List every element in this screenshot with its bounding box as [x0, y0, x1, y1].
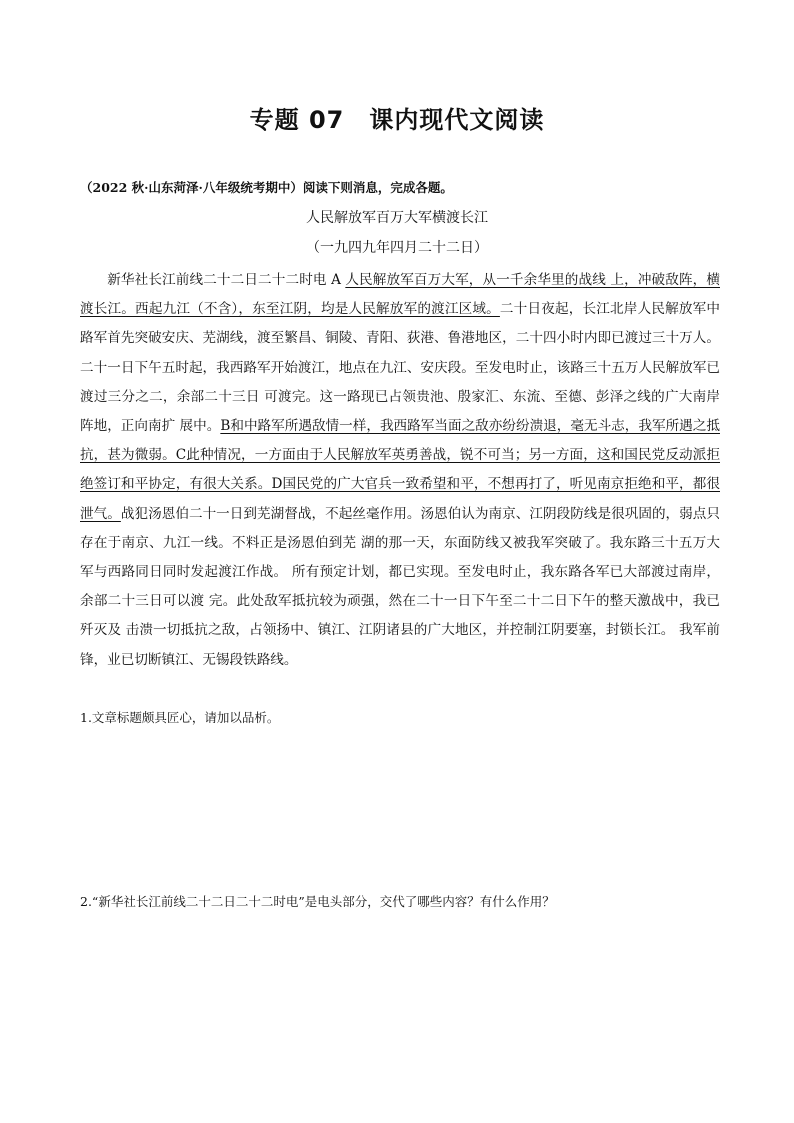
source-line: （2022 秋·山东菏泽·八年级统考期中）阅读下则消息，完成各题。 [80, 180, 453, 195]
article-body [80, 266, 720, 675]
body-segment-underlined-bcd: B和中路军所遇敌情一样，我西路军当面之敌亦纷纷溃退，毫无斗志，我军所遇之抵抗，甚为微弱。C此种情况，一方面由于人民解放军英勇善战，锐不可当；另一方面，这和国民党反动派拒绝签订和平协定，有很大关系。D国民党的广大官兵一致希望和平，不想再打了，听见南京拒绝和平，都很泄气。 [80, 418, 720, 522]
question-2: 2.“新华社长江前线二十二日二十二时电”是电头部分，交代了哪些内容？有什么作用？ [80, 894, 555, 909]
body-segment-plain: 二十日夜起，长江北岸人民解放军中路军首先突破安庆、芜湖线，渡至繁昌、铜陵、青阳、荻港、鲁港地区，二十四小时内即已渡过三十万人。二十一日下午五时起，我西路军开始渡江，地点在九江、安庆段。至发电时止，该路三十五万人民解放军已渡过三分之二，余部二十三日 可渡完。这一路现已占领贵池、殷家汇、东流、至德、彭泽之线的广大南岸阵地，正向南扩 展中。 [80, 301, 720, 435]
body-segment-plain-end: 战犯汤恩伯二十一日到芜湖督战，不起丝毫作用。汤恩伯认为南京、江阴段防线是很巩固的，弱点只存在于南京、九江一线。不料正是汤恩伯到芜 湖的那一天，东面防线又被我军突破了。我东路三十五万大军与西路同日同时发起渡江作战。 所有预定计划，都已实现。至发电时止，我东路各军已大部渡过南岸，余部二十三日可以渡 完。此处敌军抵抗较为顽强，然在二十一日下午至二十二日下午的整天激战中，我已歼灭及 击溃一切抵抗之敌，占领扬中、镇江、江阴诸县的广大地区，并控制江阴要塞，封锁长江。 我军前锋，业已切断镇江、无锡段铁路线。 [80, 505, 721, 668]
article-date: （一九四九年四月二十二日） [306, 240, 488, 256]
article-title: 人民解放军百万大军横渡长江 [306, 210, 488, 226]
question-1: 1.文章标题颇具匠心，请加以品析。 [80, 710, 280, 725]
page-title: 专题 07 课内现代文阅读 [249, 106, 545, 134]
body-segment-underlined-a: 人民解放军百万大军，从一千余华里的战线 上，冲破敌阵，横渡长江。西起九江（不含），东至江阴，均是人民解放军的渡江区域。 [80, 272, 720, 318]
body-segment-dateline: 新华社长江前线二十二日二十二时电 A [107, 272, 346, 288]
